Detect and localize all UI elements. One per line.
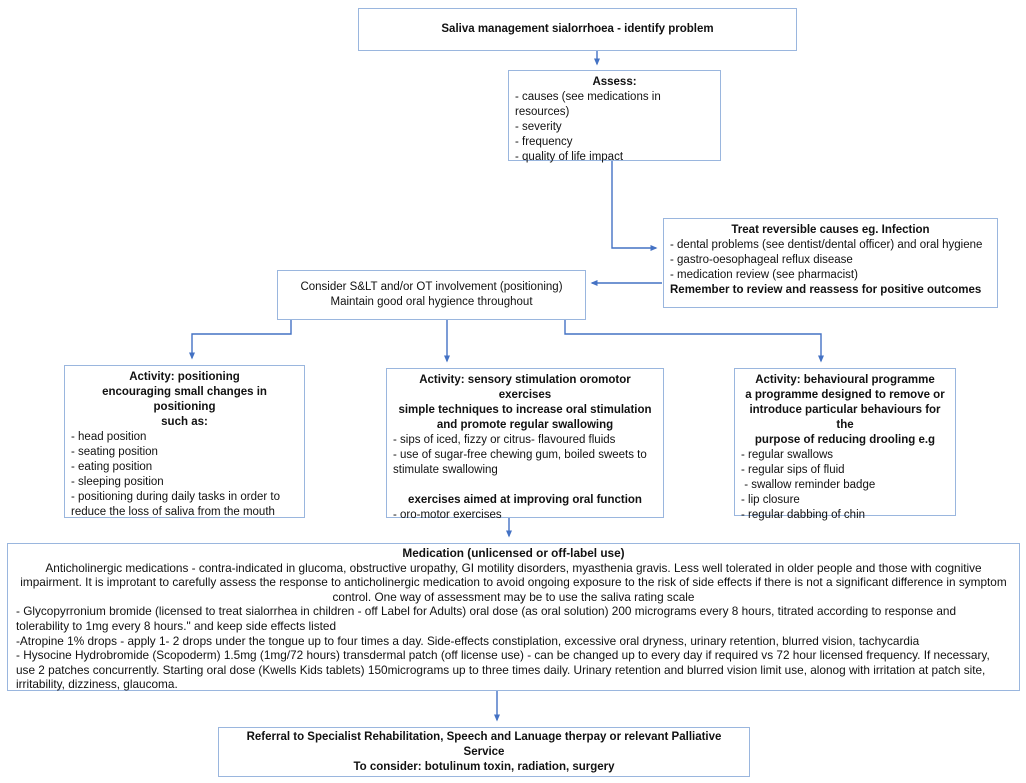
heading-line: such as: [161,416,208,428]
activity-behavioural-box [734,368,956,521]
list-item: - oro-motor exercises [393,509,502,521]
referral-box [218,727,750,777]
medication-intro: Anticholinergic medications - contra-indicated in glucoma, obstructive uropathy, GI motility disorders, myasthenia gravis. Less well tolerated in older people and those with cognitive impairment. It is improtant to carefully assess the response to anticholinergic medication to avoid ongoing exposure to the risk of side effects if there is not a significant difference in symptom control. One way of assessment may be to use the saliva rating scale [20,560,1007,604]
heading-line: Activity: sensory stimulation oromotor exercises [419,374,631,401]
sensory-subheading: exercises aimed at improving oral function [408,494,642,506]
heading-line: encouraging small changes in positioning [102,386,267,413]
consider-line1: Consider S&LT and/or OT involvement (positioning) [300,281,563,293]
list-item: - Hysocine Hydrobromide (Scopoderm) 1.5mg (1mg/72 hours) transdermal patch (off license use) - can be changed up to every day if required vs 72 hour licensed frequency. If necessary, use 2 patches concurrently. Starting oral dose (Kwells Kids tablets) 150micrograms up to three times daily. Urinary retention and blurred vision limit use, alonog with irritation at patch site, irritability, dizziness, glaucoma. [16,648,990,692]
assess-box [508,70,721,161]
treat-heading: Treat reversible causes eg. Infection [731,224,930,236]
heading-line: simple techniques to increase oral stimulation [398,404,652,416]
blank-line [393,478,657,493]
list-item: - Glycopyrronium bromide (licensed to treat sialorrhea in children - off Label for Adults) oral dose (as oral solution) 200 micrograms every 8 hours, titrated according to response and tolerability to 1mg every 8 hours." and keep side effects listed [16,604,957,633]
connector-consider-to-behavioural [565,320,821,361]
assess-heading: Assess: [592,76,637,88]
consider-slt-box [277,270,586,320]
list-item: - regular swallows [741,449,834,461]
list-item: - regular sips of fluid [741,464,845,476]
list-item: - gastro-oesophageal reflux disease [670,254,853,266]
heading-line: Activity: positioning [129,371,240,383]
medication-heading: Medication (unlicensed or off-label use) [402,546,625,560]
heading-line: Activity: behavioural programme [755,374,935,386]
activity-positioning-box [64,365,305,518]
treat-reversible-causes-box [663,218,998,308]
list-item: - sleeping position [71,476,164,488]
list-item: - frequency [515,136,573,148]
list-item: - sips of iced, fizzy or citrus- flavoured fluids [393,434,616,446]
list-item: - seating position [71,446,158,458]
connector-consider-to-positioning [192,320,291,358]
list-item: - medication review (see pharmacist) [670,269,858,281]
treat-footer: Remember to review and reassess for positive outcomes [670,284,982,296]
list-item: - positioning during daily tasks in order to reduce the loss of saliva from the mouth [71,491,281,518]
list-item: - causes (see medications in resources) [515,91,661,118]
list-item: - severity [515,121,562,133]
referral-line1: Referral to Specialist Rehabilitation, Speech and Lanuage therpay or relevant Palliative Service [246,730,722,758]
title-text: Saliva management sialorrhoea - identify problem [441,23,714,35]
heading-line: introduce particular behaviours for the [749,404,941,431]
heading-line: and promote regular swallowing [436,419,614,431]
heading-line: purpose of reducing drooling e.g [754,434,936,446]
medication-box [7,543,1020,691]
title-box [358,8,797,51]
list-item: - lip closure [741,494,800,506]
connector-assess-to-treat [612,161,656,248]
list-item: - dental problems (see dentist/dental officer) and oral hygiene [670,239,983,251]
consider-line2: Maintain good oral hygience throughout [330,296,533,308]
list-item: - use of sugar-free chewing gum, boiled sweets to stimulate swallowing [393,449,647,476]
list-item: - swallow reminder badge [741,479,876,491]
referral-line2: To consider: botulinum toxin, radiation, surgery [353,760,615,773]
list-item: - regular dabbing of chin [741,509,866,521]
heading-line: a programme designed to remove or [745,389,945,401]
list-item: - head position [71,431,147,443]
list-item: - eating position [71,461,153,473]
list-item: - quality of life impact [515,151,624,163]
activity-sensory-box [386,368,664,521]
list-item: -Atropine 1% drops - apply 1- 2 drops under the tongue up to four times a day. Side-effects constiplation, excessive oral dryness, urinary retention, blurred vision, tachycardia [16,633,920,648]
